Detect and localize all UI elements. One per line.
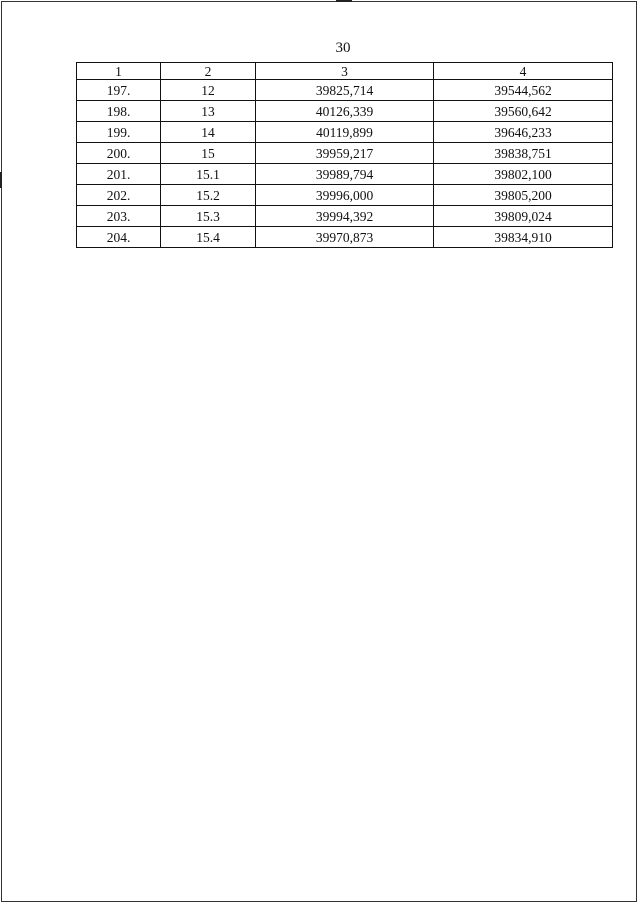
table-cell: 13 (161, 101, 256, 122)
table-cell: 39959,217 (256, 143, 434, 164)
table-cell: 39996,000 (256, 185, 434, 206)
table-cell: 39970,873 (256, 227, 434, 248)
table-cell: 40119,899 (256, 122, 434, 143)
table-row (77, 80, 613, 101)
table-cell: 198. (77, 101, 161, 122)
table-cell: 39646,233 (434, 122, 613, 143)
table-cell: 39994,392 (256, 206, 434, 227)
coordinates-table (76, 62, 613, 248)
table-cell: 39825,714 (256, 80, 434, 101)
table-cell: 39805,200 (434, 185, 613, 206)
table-cell: 202. (77, 185, 161, 206)
table-cell: 39560,642 (434, 101, 613, 122)
table-cell: 15.2 (161, 185, 256, 206)
table-cell: 39802,100 (434, 164, 613, 185)
table-row (77, 185, 613, 206)
table-header-row (77, 63, 613, 80)
table-cell: 15.4 (161, 227, 256, 248)
table-cell: 15.3 (161, 206, 256, 227)
table-row (77, 164, 613, 185)
scan-mark-top (336, 0, 352, 2)
page-number: 30 (335, 40, 351, 56)
table-cell: 15 (161, 143, 256, 164)
table-cell: 203. (77, 206, 161, 227)
table-cell: 40126,339 (256, 101, 434, 122)
table-cell: 14 (161, 122, 256, 143)
column-header: 3 (256, 63, 434, 80)
table-cell: 39989,794 (256, 164, 434, 185)
table-cell: 39809,024 (434, 206, 613, 227)
table-row (77, 227, 613, 248)
table-row (77, 143, 613, 164)
column-header: 1 (77, 63, 161, 80)
table-cell: 199. (77, 122, 161, 143)
column-header: 4 (434, 63, 613, 80)
table-cell: 204. (77, 227, 161, 248)
table-cell: 39834,910 (434, 227, 613, 248)
scan-mark-left (0, 172, 2, 188)
table-cell: 39838,751 (434, 143, 613, 164)
column-header: 2 (161, 63, 256, 80)
table-cell: 197. (77, 80, 161, 101)
table-row (77, 122, 613, 143)
table-row (77, 206, 613, 227)
table-cell: 200. (77, 143, 161, 164)
table-cell: 39544,562 (434, 80, 613, 101)
table-row (77, 101, 613, 122)
table-cell: 201. (77, 164, 161, 185)
table-cell: 12 (161, 80, 256, 101)
table-cell: 15.1 (161, 164, 256, 185)
